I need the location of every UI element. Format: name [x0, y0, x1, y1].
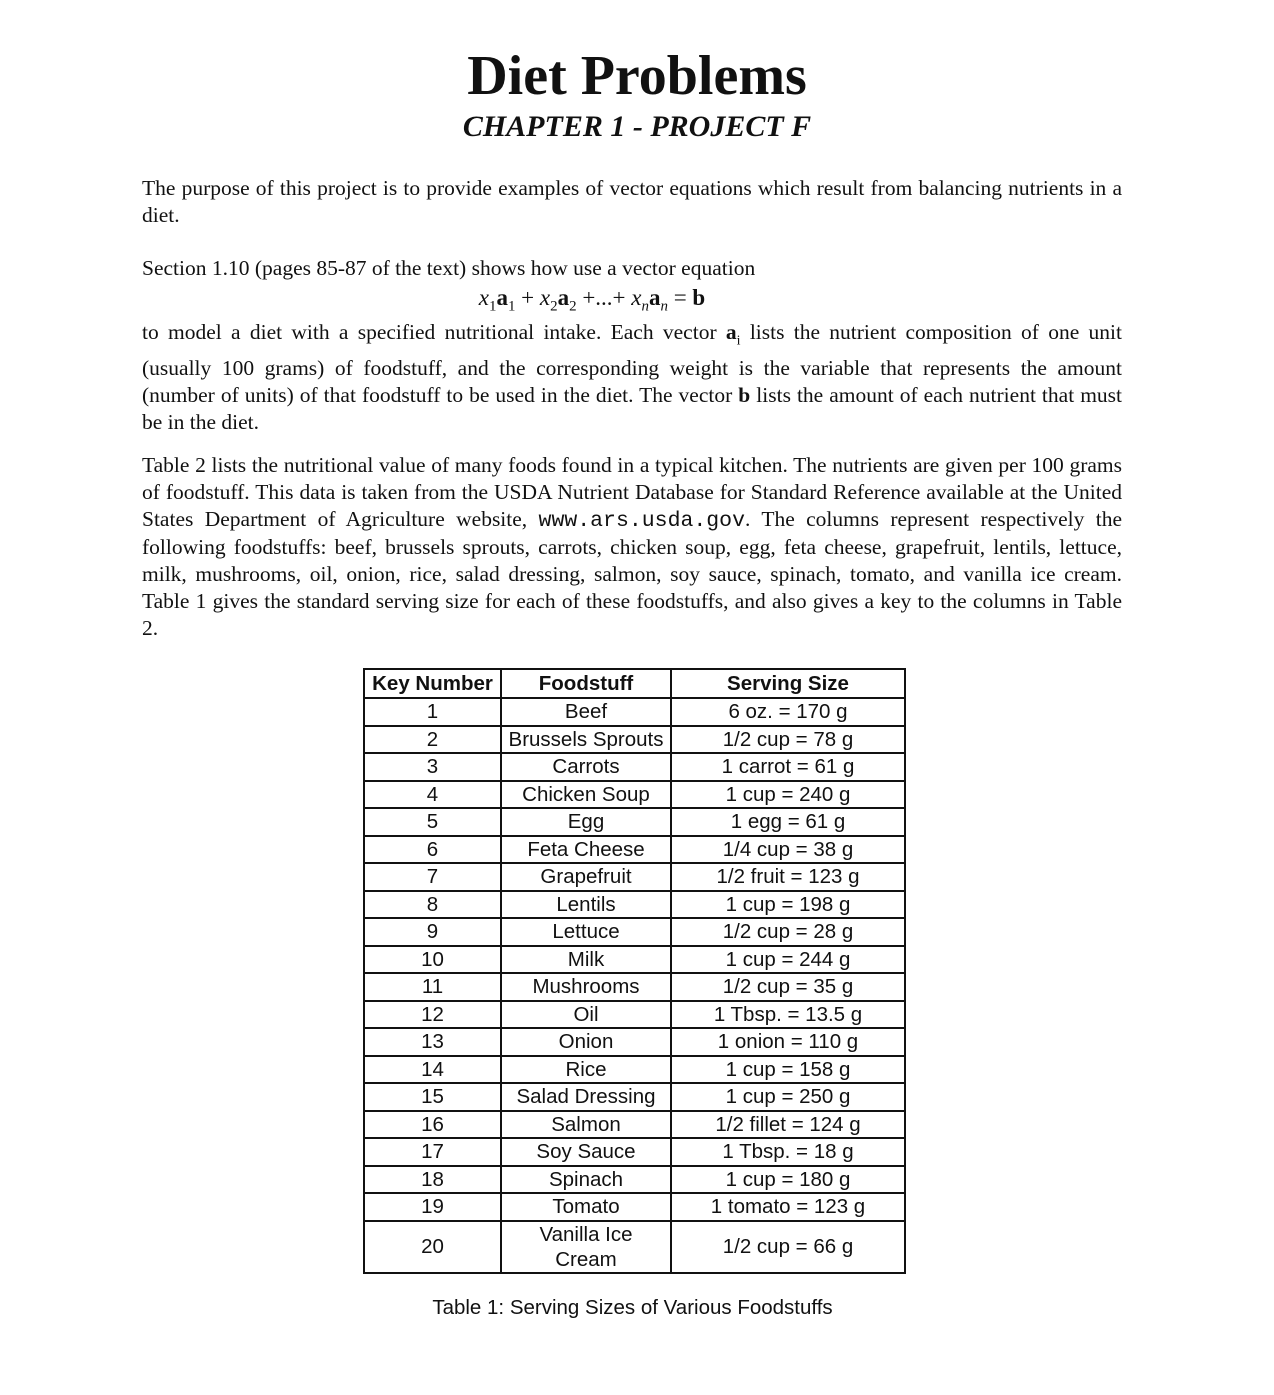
key-cell: 8 [364, 891, 501, 919]
key-cell: 18 [364, 1166, 501, 1194]
foodstuff-cell: Spinach [501, 1166, 671, 1194]
foodstuff-cell: Grapefruit [501, 863, 671, 891]
serving-cell: 1 carrot = 61 g [671, 753, 905, 781]
table-row [364, 1193, 905, 1221]
key-cell: 12 [364, 1001, 501, 1029]
foodstuff-cell: Milk [501, 946, 671, 974]
page-title: Diet Problems [467, 45, 807, 107]
table-row [364, 1221, 905, 1273]
key-cell: 16 [364, 1111, 501, 1139]
foodstuff-cell: Lettuce [501, 918, 671, 946]
key-cell: 10 [364, 946, 501, 974]
table-description-paragraph: Table 2 lists the nutritional value of many foods found in a typical kitchen. The nutrients are given per 100 grams of foodstuff. This data is taken from the USDA Nutrient Database for Standard Reference available at the United States Department of Agriculture website, www.ars.usda.gov. The columns represent respectively the following foodstuffs: beef, brussels sprouts, carrots, chicken soup, egg, feta cheese, grapefruit, lentils, lettuce, milk, mushrooms, oil, onion, rice, salad dressing, salmon, soy sauce, spinach, tomato, and vanilla ice cream. Table 1 gives the standard serving size for each of these foodstuffs, and also gives a key to the columns in Table 2. [142, 453, 1122, 640]
table-row [364, 1083, 905, 1111]
vector-equation: $x_1a_1 + x_2a_2$ +...+ $x_na_n = b$ [478, 285, 706, 315]
usda-website-link: www.ars.usda.gov [538, 508, 745, 533]
key-cell: 17 [364, 1138, 501, 1166]
table-row [364, 1001, 905, 1029]
key-cell: 6 [364, 836, 501, 864]
key-cell: 4 [364, 781, 501, 809]
header-serving-size: Serving Size [671, 669, 905, 698]
table-row [364, 863, 905, 891]
table-row [364, 1056, 905, 1084]
foodstuff-cell: Tomato [501, 1193, 671, 1221]
key-cell: 19 [364, 1193, 501, 1221]
table-row [364, 918, 905, 946]
foodstuff-cell: Carrots [501, 753, 671, 781]
serving-cell: 1/2 cup = 28 g [671, 918, 905, 946]
table-row [364, 1138, 905, 1166]
serving-cell: 6 oz. = 170 g [671, 698, 905, 726]
key-cell: 2 [364, 726, 501, 754]
serving-cell: 1 cup = 240 g [671, 781, 905, 809]
table-row [364, 973, 905, 1001]
foodstuff-cell: Beef [501, 698, 671, 726]
intro-paragraph: The purpose of this project is to provide examples of vector equations which result from balancing nutrients in a diet. [142, 176, 1122, 227]
table-row [364, 753, 905, 781]
foodstuff-cell: Soy Sauce [501, 1138, 671, 1166]
serving-cell: 1/4 cup = 38 g [671, 836, 905, 864]
foodstuff-cell: Egg [501, 808, 671, 836]
serving-cell: 1/2 cup = 35 g [671, 973, 905, 1001]
serving-cell: 1 egg = 61 g [671, 808, 905, 836]
foodstuff-cell: Rice [501, 1056, 671, 1084]
table-row [364, 836, 905, 864]
serving-cell: 1 onion = 110 g [671, 1028, 905, 1056]
header-foodstuff: Foodstuff [501, 669, 671, 698]
page-subtitle: CHAPTER 1 - PROJECT F [462, 110, 812, 143]
serving-cell: 1/2 cup = 66 g [671, 1221, 905, 1273]
key-cell: 1 [364, 698, 501, 726]
table-row [364, 781, 905, 809]
serving-cell: 1 cup = 244 g [671, 946, 905, 974]
table-row [364, 1111, 905, 1139]
header-key-number: Key Number [364, 669, 501, 698]
table-row [364, 808, 905, 836]
serving-cell: 1/2 fruit = 123 g [671, 863, 905, 891]
model-paragraph: to model a diet with a specified nutritional intake. Each vector $a_i$ lists the nutrient composition of one unit (usually 100 grams) of foodstuff, and the corresponding weight is the variable that represents the amount (number of units) of that foodstuff to be used in the diet. The vector b lists the amount of each nutrient that must be in the diet. [142, 320, 1123, 434]
table-row [364, 1028, 905, 1056]
serving-cell: 1 Tbsp. = 18 g [671, 1138, 905, 1166]
foodstuff-cell: Mushrooms [501, 973, 671, 1001]
key-cell: 15 [364, 1083, 501, 1111]
key-cell: 9 [364, 918, 501, 946]
key-cell: 7 [364, 863, 501, 891]
table-row [364, 726, 905, 754]
foodstuff-cell: Feta Cheese [501, 836, 671, 864]
table-row [364, 698, 905, 726]
table-row [364, 1166, 905, 1194]
foodstuff-cell: Vanilla Ice Cream [501, 1221, 671, 1273]
key-cell: 3 [364, 753, 501, 781]
key-cell: 13 [364, 1028, 501, 1056]
foodstuff-cell: Oil [501, 1001, 671, 1029]
key-cell: 11 [364, 973, 501, 1001]
serving-cell: 1 Tbsp. = 13.5 g [671, 1001, 905, 1029]
table-row [364, 891, 905, 919]
serving-cell: 1/2 cup = 78 g [671, 726, 905, 754]
serving-cell: 1 cup = 180 g [671, 1166, 905, 1194]
serving-cell: 1 cup = 198 g [671, 891, 905, 919]
foodstuff-cell: Salmon [501, 1111, 671, 1139]
table-caption: Table 1: Serving Sizes of Various Foodstuffs [432, 1296, 833, 1319]
serving-size-table [363, 668, 906, 1274]
foodstuff-cell: Salad Dressing [501, 1083, 671, 1111]
foodstuff-cell: Chicken Soup [501, 781, 671, 809]
key-cell: 20 [364, 1221, 501, 1273]
foodstuff-cell: Onion [501, 1028, 671, 1056]
serving-cell: 1 cup = 158 g [671, 1056, 905, 1084]
serving-cell: 1 cup = 250 g [671, 1083, 905, 1111]
key-cell: 14 [364, 1056, 501, 1084]
foodstuff-cell: Brussels Sprouts [501, 726, 671, 754]
table-header-row [364, 669, 905, 698]
section-paragraph: Section 1.10 (pages 85-87 of the text) shows how use a vector equation [142, 256, 756, 280]
serving-cell: 1/2 fillet = 124 g [671, 1111, 905, 1139]
table-row [364, 946, 905, 974]
foodstuff-cell: Lentils [501, 891, 671, 919]
key-cell: 5 [364, 808, 501, 836]
serving-cell: 1 tomato = 123 g [671, 1193, 905, 1221]
